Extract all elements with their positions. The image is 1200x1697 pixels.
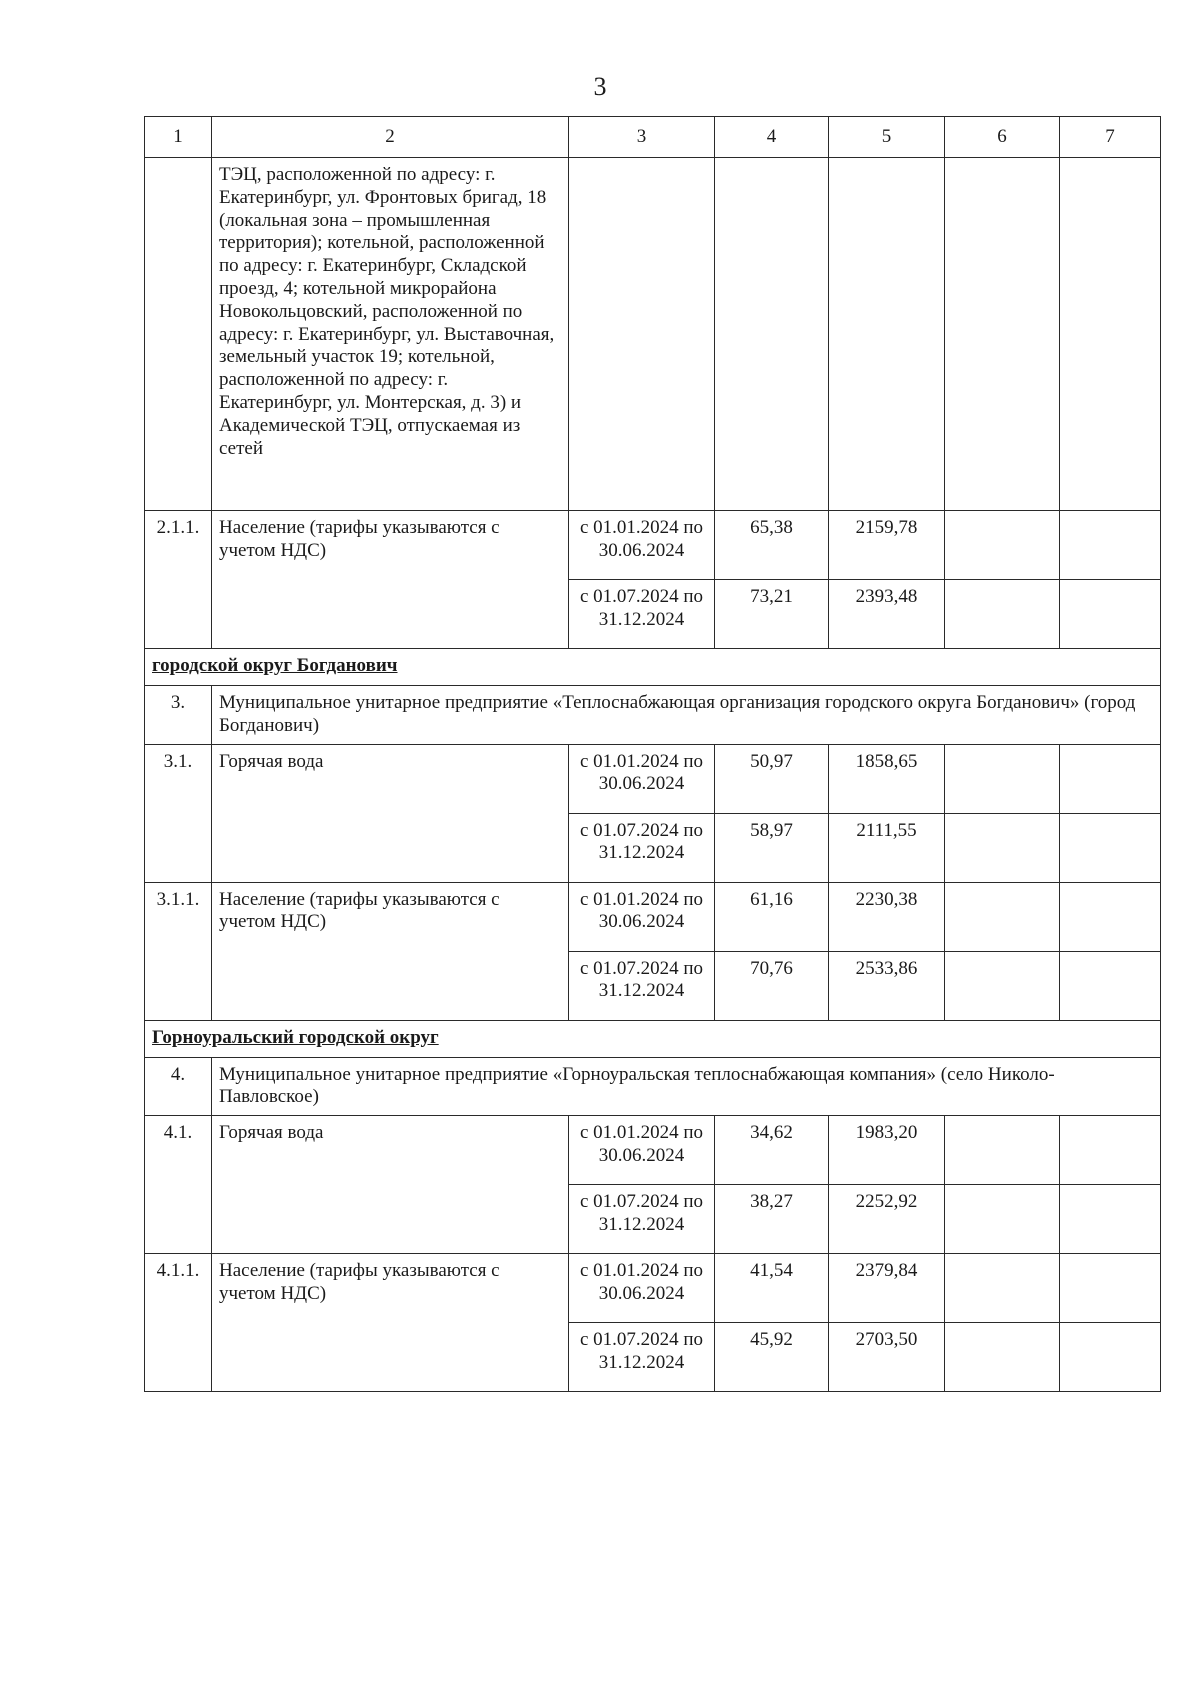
row-name: Население (тарифы указываются с учетом НДС) — [212, 511, 569, 649]
table-row — [145, 882, 1161, 951]
row-name: Население (тарифы указываются с учетом НДС) — [212, 1254, 569, 1392]
row-number — [145, 158, 212, 511]
period-cell: с 01.07.2024 по 31.12.2024 — [569, 580, 715, 649]
value-col4: 58,97 — [715, 813, 829, 882]
value-col4: 41,54 — [715, 1254, 829, 1323]
column-header-row — [145, 117, 1161, 158]
period-cell: с 01.07.2024 по 31.12.2024 — [569, 1185, 715, 1254]
value-col4: 50,97 — [715, 744, 829, 813]
page-number: 3 — [593, 72, 607, 101]
value-col5: 2230,38 — [829, 882, 945, 951]
value-col5: 2533,86 — [829, 951, 945, 1020]
row-name: Горячая вода — [212, 1116, 569, 1254]
row-number: 4.1. — [145, 1116, 212, 1254]
org-row — [145, 686, 1161, 745]
row-number: 2.1.1. — [145, 511, 212, 649]
period-cell: с 01.01.2024 по 30.06.2024 — [569, 1116, 715, 1185]
row-number: 3. — [145, 686, 212, 745]
value-col5: 2703,50 — [829, 1323, 945, 1392]
value-col4: 61,16 — [715, 882, 829, 951]
row-number: 4.1.1. — [145, 1254, 212, 1392]
period-cell: с 01.07.2024 по 31.12.2024 — [569, 813, 715, 882]
column-header: 1 — [145, 117, 212, 158]
value-col5: 2393,48 — [829, 580, 945, 649]
org-name: Муниципальное унитарное предприятие «Горноуральская теплоснабжающая компания» (село Николо-Павловское) — [212, 1057, 1161, 1116]
period-cell: с 01.01.2024 по 30.06.2024 — [569, 1254, 715, 1323]
continuation-text: ТЭЦ, расположенной по адресу: г. Екатеринбург, ул. Фронтовых бригад, 18 (локальная зона – промышленная территория); котельной, расположенной по адресу: г. Екатеринбург, Складской проезд, 4; котельной микрорайона Новокольцовский, расположенной по адресу: г. Екатеринбург, ул. Выставочная, земельный участок 19; котельной, расположенной по адресу: г. Екатеринбург, ул. Монтерская, д. 3) и Академической ТЭЦ, отпускаемая из сетей — [212, 158, 569, 511]
value-col5: 1858,65 — [829, 744, 945, 813]
value-col4: 65,38 — [715, 511, 829, 580]
column-header: 3 — [569, 117, 715, 158]
column-header: 4 — [715, 117, 829, 158]
value-col5: 2159,78 — [829, 511, 945, 580]
value-col5: 2252,92 — [829, 1185, 945, 1254]
row-number: 3.1. — [145, 744, 212, 882]
section-row — [145, 1020, 1161, 1057]
column-header: 7 — [1060, 117, 1161, 158]
period-cell: с 01.01.2024 по 30.06.2024 — [569, 744, 715, 813]
row-name: Горячая вода — [212, 744, 569, 882]
row-name: Население (тарифы указываются с учетом НДС) — [212, 882, 569, 1020]
value-col4: 38,27 — [715, 1185, 829, 1254]
value-col4: 70,76 — [715, 951, 829, 1020]
column-header: 2 — [212, 117, 569, 158]
row-number: 3.1.1. — [145, 882, 212, 1020]
value-col5: 2379,84 — [829, 1254, 945, 1323]
period-cell: с 01.01.2024 по 30.06.2024 — [569, 511, 715, 580]
table-row — [145, 1116, 1161, 1185]
column-header: 6 — [945, 117, 1060, 158]
tariff-table — [144, 116, 1161, 1392]
org-name: Муниципальное унитарное предприятие «Теплоснабжающая организация городского округа Богданович» (город Богданович) — [212, 686, 1161, 745]
period-cell: с 01.01.2024 по 30.06.2024 — [569, 882, 715, 951]
section-row — [145, 649, 1161, 686]
org-row — [145, 1057, 1161, 1116]
section-title: городской округ Богданович — [145, 649, 1161, 686]
table-row — [145, 158, 1161, 511]
value-col4: 73,21 — [715, 580, 829, 649]
row-number: 4. — [145, 1057, 212, 1116]
table-row — [145, 744, 1161, 813]
table-row — [145, 1254, 1161, 1323]
value-col4: 45,92 — [715, 1323, 829, 1392]
value-col4: 34,62 — [715, 1116, 829, 1185]
column-header: 5 — [829, 117, 945, 158]
value-col5: 1983,20 — [829, 1116, 945, 1185]
period-cell: с 01.07.2024 по 31.12.2024 — [569, 951, 715, 1020]
period-cell: с 01.07.2024 по 31.12.2024 — [569, 1323, 715, 1392]
table-row — [145, 511, 1161, 580]
value-col5: 2111,55 — [829, 813, 945, 882]
section-title: Горноуральский городской округ — [145, 1020, 1161, 1057]
